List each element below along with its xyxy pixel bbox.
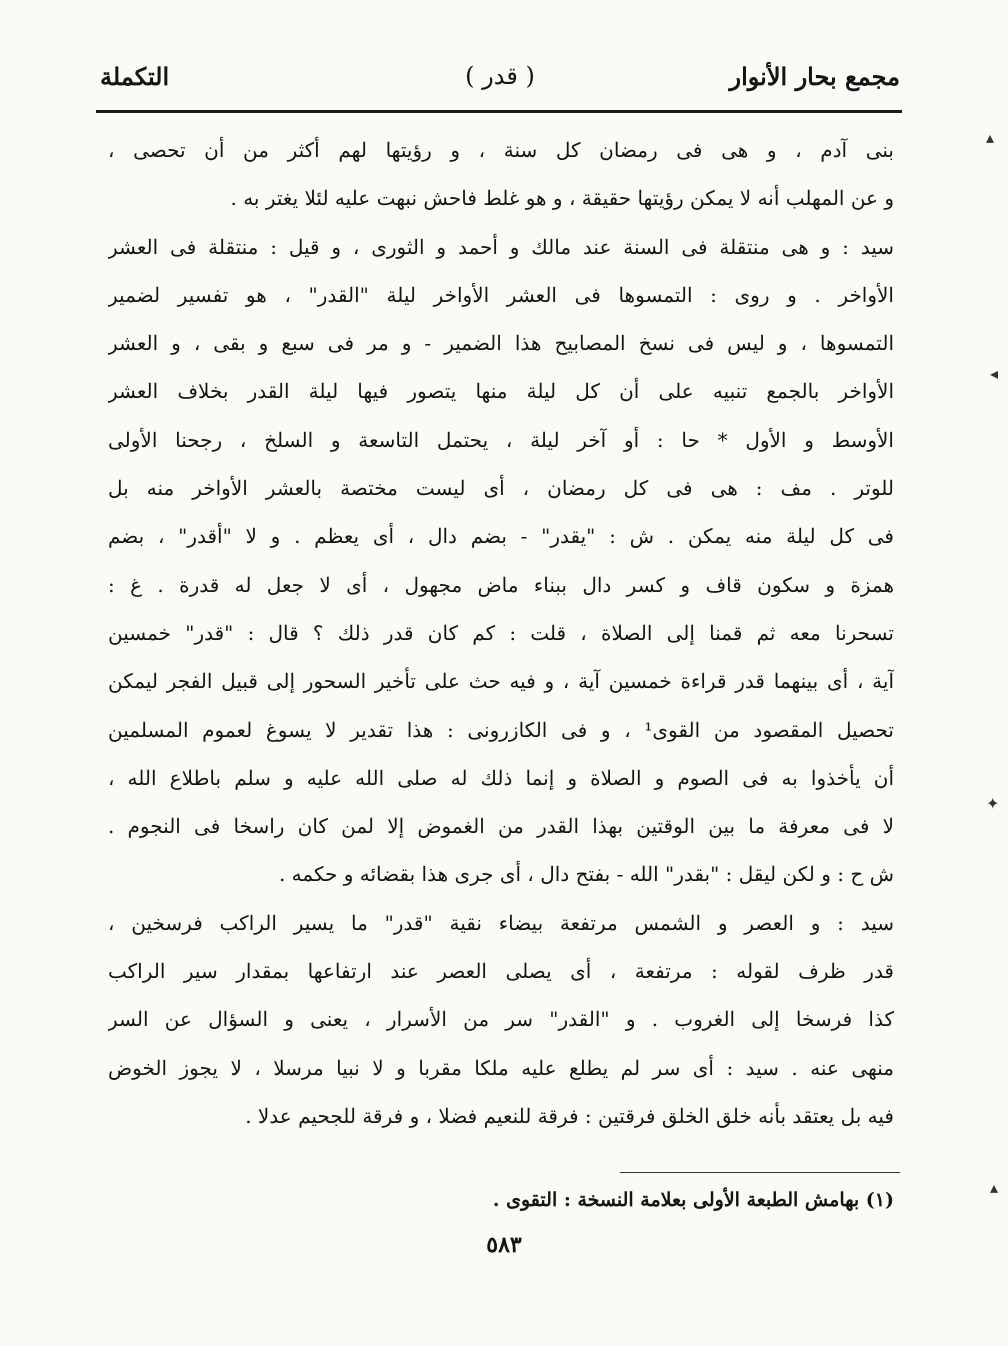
body-text bbox=[108, 126, 894, 1140]
text-line: التمسوها ، و ليس فى نسخ المصابيح هذا الضمير - و مر فى سبع و بقى ، و العشر bbox=[108, 331, 894, 356]
text-line: قدر ظرف لقوله : مرتفعة ، أى يصلى العصر عند ارتفاعها بمقدار سير الراكب bbox=[108, 959, 894, 984]
text-line: الأواخر بالجمع تنبيه على أن كل ليلة منها يتصور فيها ليلة القدر بخلاف العشر bbox=[108, 379, 894, 404]
text-line: و عن المهلب أنه لا يمكن رؤيتها حقيقة ، و هو غلط فاحش نبهت عليه لئلا يغتر به . bbox=[230, 186, 894, 211]
text-line: بنى آدم ، و هى فى رمضان كل سنة ، و رؤيتها لهم أكثر من أن تحصى ، bbox=[108, 138, 894, 162]
text-line: الأواخر . و روى : التمسوها فى العشر الأواخر ليلة "القدر" ، هو تفسير لضمير bbox=[108, 282, 894, 307]
text-line: سيد : و هى منتقلة فى السنة عند مالك و أحمد و الثورى ، و قيل : منتقلة فى العشر bbox=[108, 234, 894, 259]
section-label: التكملة bbox=[100, 62, 170, 91]
text-line: أن يأخذوا به فى الصوم و الصلاة و إنما ذلك له صلى الله عليه و سلم باطلاع الله ، bbox=[108, 765, 894, 790]
text-line: تحصيل المقصود من القوى¹ ، و فى الكازرونى : هذا تقدير لا يسوغ لعموم المسلمين bbox=[108, 717, 894, 742]
footnote-rule bbox=[620, 1172, 900, 1173]
page-number: ٥٨٣ bbox=[486, 1232, 522, 1258]
book-title: مجمع بحار الأنوار bbox=[729, 62, 900, 91]
header-rule bbox=[96, 110, 902, 113]
text-line: ش ح : و لكن ليقل : "بقدر" الله - بفتح دال ، أى جرى هذا بقضائه و حكمه . bbox=[278, 862, 894, 887]
margin-mark: ▴ bbox=[986, 128, 995, 147]
running-head bbox=[100, 62, 900, 98]
margin-mark: ◂ bbox=[990, 364, 999, 383]
text-line: الأوسط و الأول * حا : أو آخر ليلة ، يحتمل التاسعة و السلخ ، رجحنا الأولى bbox=[108, 427, 894, 452]
footnote: (١) بهامش الطبعة الأولى بعلامة النسخة : التقوى . bbox=[492, 1189, 894, 1211]
text-line: تسحرنا معه ثم قمنا إلى الصلاة ، قلت : كم كان قدر ذلك ؟ قال : "قدر" خمسين bbox=[108, 620, 894, 645]
text-line: كذا فرسخا إلى الغروب . و "القدر" سر من الأسرار ، يعنى و السؤال عن السر bbox=[108, 1007, 894, 1032]
text-line: فيه بل يعتقد بأنه خلق الخلق فرقتين : فرقة للنعيم فضلا ، و فرقة للجحيم عدلا . bbox=[245, 1103, 894, 1128]
entry-heading: ( قدر ) bbox=[465, 62, 535, 90]
text-line: آية ، أى بينهما قدر قراءة خمسين آية ، و فيه حث على تأخير السحور إلى قبيل الفجر ليمكن bbox=[108, 669, 894, 694]
margin-mark: ▴ bbox=[990, 1178, 999, 1197]
text-line: همزة و سكون قاف و كسر دال ببناء ماض مجهول ، أى لا جعل له قدرة . غ : bbox=[108, 572, 894, 597]
text-line: للوتر . مف : هى فى كل رمضان ، أى ليست مختصة بالعشر الأواخر منه بل bbox=[108, 476, 894, 501]
text-line: فى كل ليلة منه يمكن . ش : "يقدر" - بضم دال ، أى يعظم . و لا "أقدر" ، بضم bbox=[108, 524, 894, 549]
text-line: منهى عنه . سيد : أى سر لم يطلع عليه ملكا مقربا و لا نبيا مرسلا ، لا يجوز الخوض bbox=[108, 1055, 894, 1080]
text-line: لا فى معرفة ما بين الوقتين بهذا القدر من الغموض إلا لمن كان راسخا فى النجوم . bbox=[108, 814, 894, 839]
text-line: سيد : و العصر و الشمس مرتفعة بيضاء نقية "قدر" ما يسير الراكب فرسخين ، bbox=[108, 910, 894, 935]
margin-mark: ✦ bbox=[986, 794, 1000, 813]
